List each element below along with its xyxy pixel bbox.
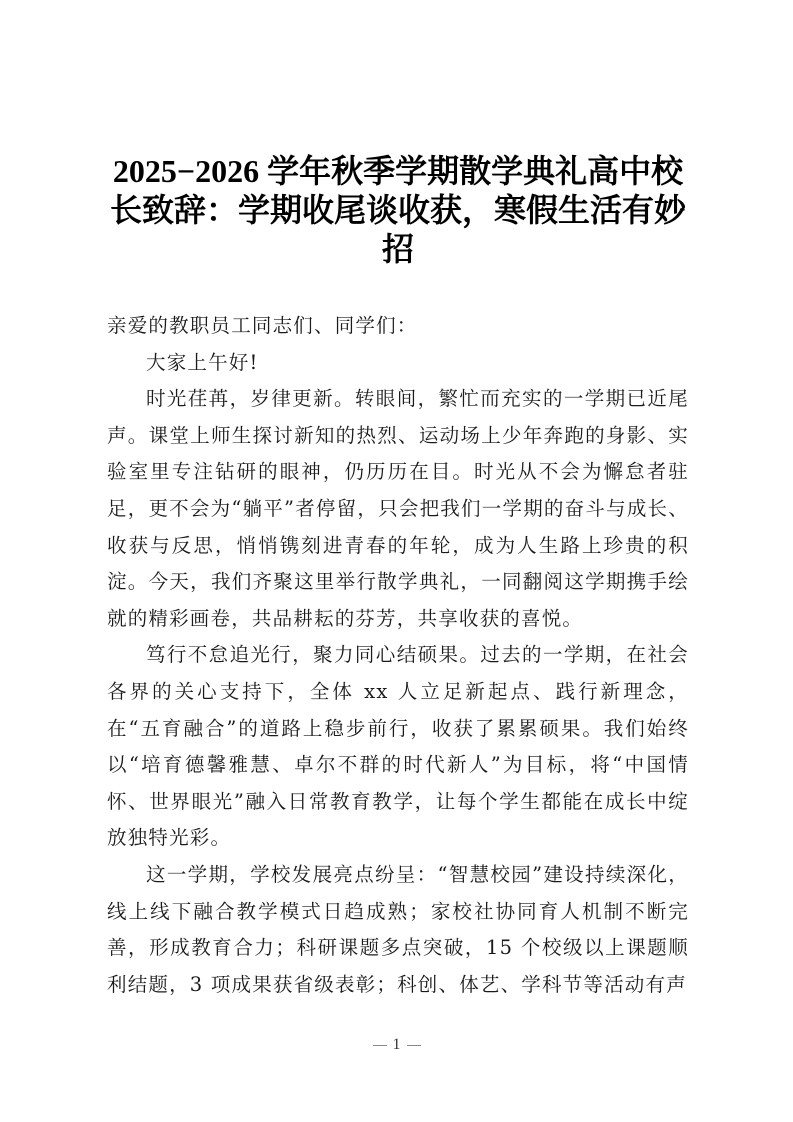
paragraph-3: 这一学期，学校发展亮点纷呈：“智慧校园”建设持续深化，线上线下融合教学模式日趋成熟；家校社协同育人机制不断完善，形成教育合力；科研课题多点突破，15 个校级以上课题顺利结题，3 项成果获省级表彰；科创、体艺、学科节等活动有声 — [107, 862, 689, 996]
document-title: 2025−2026 学年秋季学期散学典礼高中校长致辞：学期收尾谈收获，寒假生活有妙招 — [109, 153, 686, 267]
dash-left-icon — [373, 1045, 387, 1046]
paragraph-2: 笃行不怠追光行，聚力同心结硕果。过去的一学期，在社会各界的关心支持下，全体 xx 人立足新起点、践行新理念，在“五育融合”的道路上稳步前行，收获了累累硕果。我们始终以“培育德馨雅慧、卓尔不群的时代新人”为目标，将“中国情怀、世界眼光”融入日常教育教学，让每个学生都能在成长中绽放独特光彩。 — [107, 643, 689, 850]
dash-right-icon — [407, 1045, 421, 1046]
document-body — [107, 308, 689, 1003]
page-number: 1 — [392, 1036, 401, 1053]
page-number-footer — [0, 1036, 793, 1054]
paragraph-1: 时光荏苒，岁律更新。转眼间，繁忙而充实的一学期已近尾声。课堂上师生探讨新知的热烈、运动场上少年奔跑的身影、实验室里专注钻研的眼神，仍历历在目。时光从不会为懈怠者驻足，更不会为“躺平”者停留，只会把我们一学期的奋斗与成长、收获与反思，悄悄镌刻进青春的年轮，成为人生路上珍贵的积淀。今天，我们齐聚这里举行散学典礼，一同翻阅这学期携手绘就的精彩画卷，共品耕耘的芬芳，共享收获的喜悦。 — [107, 387, 689, 630]
greeting: 大家上午好! — [146, 350, 259, 374]
salutation: 亲爱的教职员工同志们、同学们： — [107, 314, 418, 337]
